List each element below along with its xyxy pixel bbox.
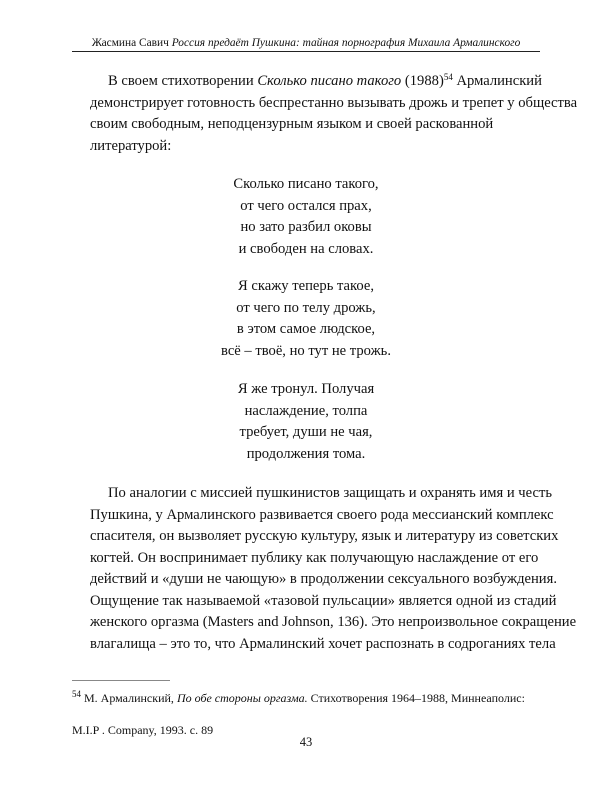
poem-line: Сколько писано такого, (233, 176, 379, 192)
poem-line: Я же тронул. Получая (237, 381, 375, 397)
paragraph-2-line: Пушкина, у Армалинского развивается своего рода мессианский комплекс (90, 506, 554, 523)
poem-line: в этом самое людское, (236, 321, 376, 337)
header-author: Жасмина Савич (91, 37, 169, 49)
poem-stanza-2 (160, 276, 452, 362)
footnote-separator (72, 680, 170, 681)
paragraph-2-line: действий и «души не чающую» в продолжении сексуального возбуждения. (90, 571, 557, 587)
paragraph-2-line: спасителя, он вызволяет русскую культуру, язык и литературу из советских (90, 528, 559, 544)
poem-line: требует, души не чая, (239, 424, 373, 440)
poem-year: (1988) (404, 73, 444, 89)
paragraph-2-line: когтей. Он воспринимает публику как получающую наслаждение от его (90, 549, 539, 566)
paragraph-2-line: По аналогии с миссией пушкинистов защищать и охранять имя и честь (108, 485, 552, 501)
paragraph-1-line-2: демонстрирует готовность беспрестанно вызывать дрожь и трепет у общества (90, 94, 578, 111)
footnote-54 (72, 690, 542, 738)
poem-line: но зато разбил оковы (240, 219, 372, 235)
poem-line: от чего по телу дрожь, (236, 299, 376, 316)
text-run: Армалинский (456, 73, 542, 89)
paragraph-2 (90, 483, 577, 655)
poem-stanza-3 (160, 379, 452, 465)
poem-line: от чего остался прах, (240, 197, 372, 214)
footnote-number: 54 (72, 689, 81, 699)
poem-line: продолжения тома. (246, 445, 366, 462)
poem-line: Я скажу теперь такое, (238, 278, 374, 294)
text-run: В своем стихотворении (108, 73, 254, 89)
paragraph-2-line: женского оргазма (Masters and Johnson, 136). Это непроизвольное сокращение (90, 614, 577, 630)
poem-line: наслаждение, толпа (244, 402, 368, 419)
footnote-details: Стихотворения 1964–1988, Миннеаполис: (310, 691, 525, 705)
footnote-line-2: M.I.P . Company, 1993. с. 89 (72, 723, 214, 737)
page-number: 43 (299, 735, 313, 749)
paragraph-2-line: влагалища – это то, что Армалинский хочет распознать в содроганиях тела (90, 635, 556, 652)
running-header (72, 36, 540, 50)
footnote-book-title: По обе стороны оргазма. (176, 691, 308, 705)
paragraph-1-line-3: своим свободным, неподцензурным языком и своей раскованной (90, 116, 494, 132)
poem-line: и свободен на словах. (238, 240, 374, 257)
poem-stanza-1 (160, 174, 452, 260)
paragraph-2-line: Ощущение так называемой «тазовой пульсации» является одной из стадий (90, 592, 557, 609)
footnote-line-1 (72, 690, 542, 706)
paragraph-1 (90, 71, 578, 157)
footnote-author: М. Армалинский, (84, 691, 174, 705)
poem-title: Сколько писано такого (257, 73, 402, 89)
header-title: Россия предаёт Пушкина: тайная порнография Михаила Армалинского (171, 37, 521, 49)
poem-line: всё – твоё, но тут не трожь. (221, 342, 391, 359)
paragraph-1-line-1 (90, 71, 550, 93)
footnote-reference[interactable]: 54 (443, 72, 453, 82)
paragraph-1-line-4: литературой: (90, 137, 172, 154)
header-rule (72, 51, 540, 52)
